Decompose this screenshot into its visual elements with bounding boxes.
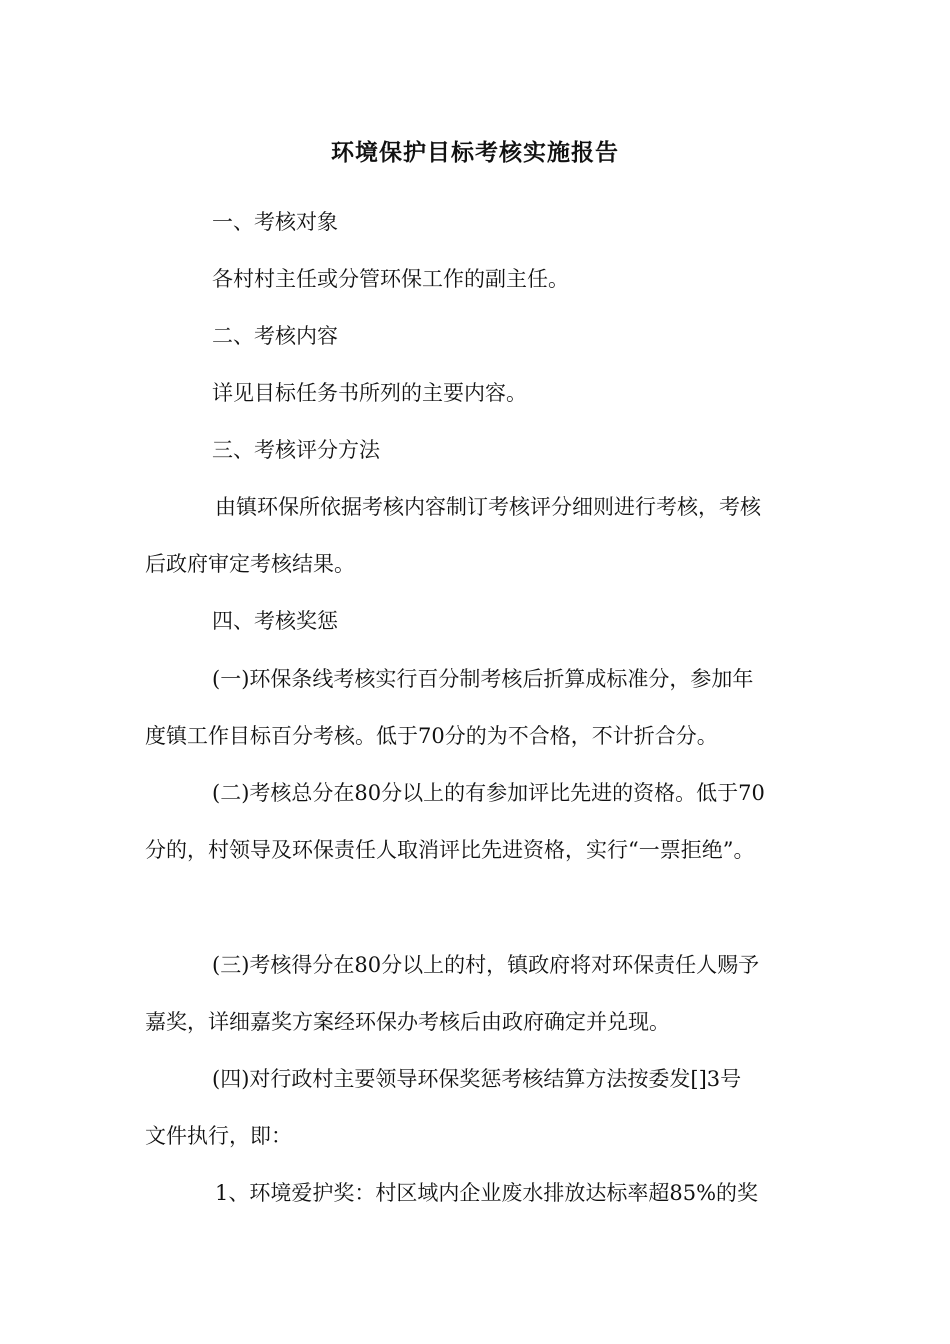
paragraph-line: (三)考核得分在80分以上的村，镇政府将对环保责任人赐予 <box>212 953 760 977</box>
paragraph-line: 各村村主任或分管环保工作的副主任。 <box>212 267 569 291</box>
paragraph-line: 度镇工作目标百分考核。低于70分的为不合格，不计折合分。 <box>145 724 718 748</box>
paragraph-line: (二)考核总分在80分以上的有参加评比先进的资格。低于70 <box>212 781 765 805</box>
paragraph-line: 分的，村领导及环保责任人取消评比先进资格，实行“一票拒绝”。 <box>145 838 755 862</box>
section-heading-1: 一、考核对象 <box>212 210 338 234</box>
paragraph-line: 1、环境爱护奖：村区域内企业废水排放达标率超85%的奖 <box>215 1181 759 1205</box>
section-heading-2: 二、考核内容 <box>212 324 338 348</box>
paragraph-line: 后政府审定考核结果。 <box>145 552 355 576</box>
paragraph-line: 文件执行，即： <box>145 1124 292 1148</box>
section-heading-4: 四、考核奖惩 <box>212 609 338 633</box>
section-heading-3: 三、考核评分方法 <box>212 438 380 462</box>
paragraph-line: (四)对行政村主要领导环保奖惩考核结算方法按委发[]3号 <box>212 1067 742 1091</box>
document-title: 环境保护目标考核实施报告 <box>331 139 619 166</box>
paragraph-line: 详见目标任务书所列的主要内容。 <box>212 381 527 405</box>
paragraph-line: 嘉奖，详细嘉奖方案经环保办考核后由政府确定并兑现。 <box>145 1010 670 1034</box>
paragraph-line: (一)环保条线考核实行百分制考核后折算成标准分，参加年 <box>212 667 754 691</box>
paragraph-line: 由镇环保所依据考核内容制订考核评分细则进行考核，考核 <box>215 495 761 519</box>
